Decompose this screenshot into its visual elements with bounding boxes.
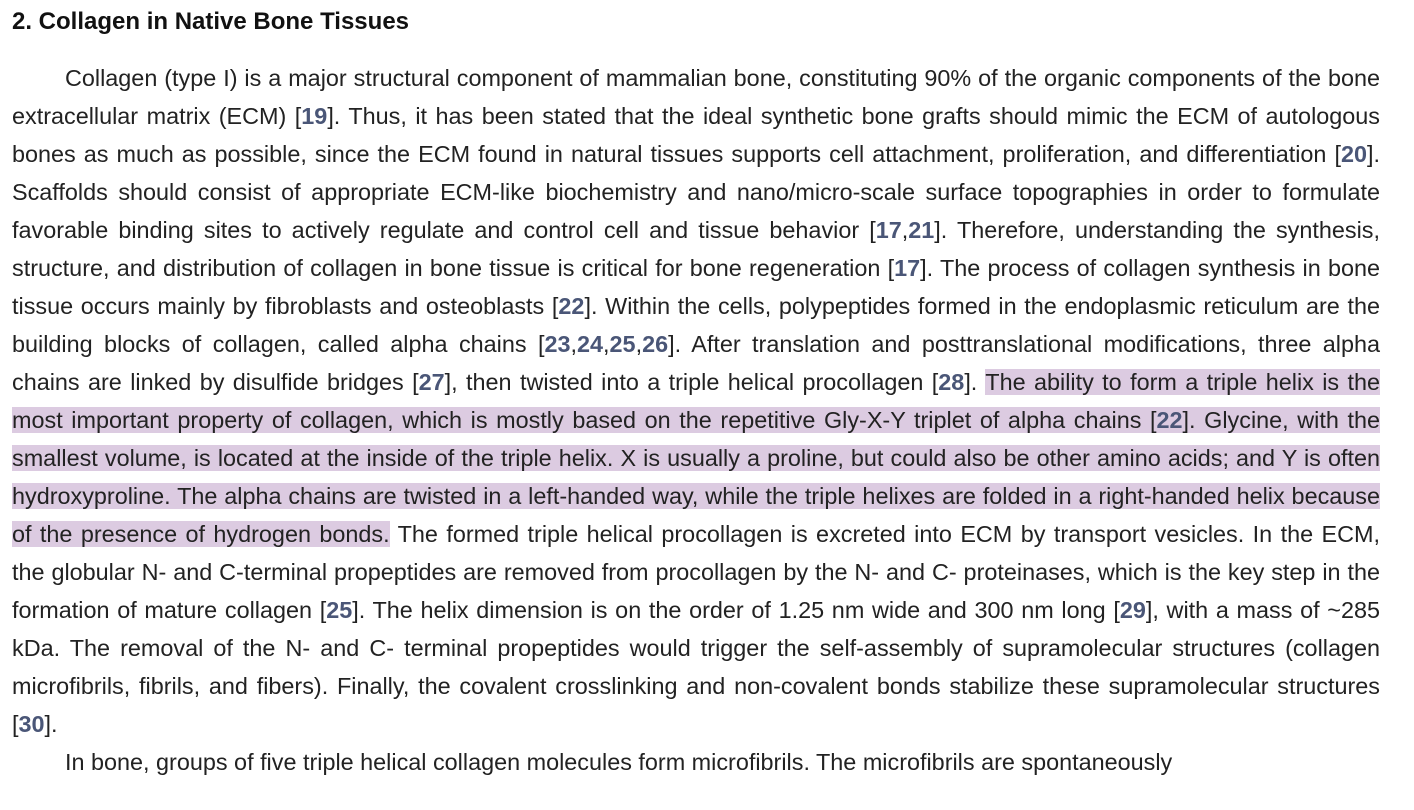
text-span: ]. The helix dimension is on the order of 1.25 nm wide and 300 nm long [ [352,597,1120,623]
citation-link[interactable]: 22 [1156,407,1183,433]
text-span: The ability to form a triple helix is the most important property of collagen, which is mostly based on the repetitive Gly-X-Y triplet of alpha chains [ [12,369,1381,433]
text-span: ], with a mass of ~285 kDa. The removal of the N- and C- terminal propeptides would trigger the self-assembly of supramolecular structures (collagen microfibrils, fibrils, and fibers). Finally, the covalent crosslinking and non-covalent bonds stabilize these supramolecular structures [ [12,597,1380,737]
citation-link[interactable]: 27 [418,369,445,395]
text-span: ]. Glycine, with the smallest volume, is located at the inside of the triple helix. X is usually a proline, but could also be other amino acids; and Y is often hydroxyproline. The alpha chains are twisted in a left-handed way, while the triple helixes are folded in a right-handed helix because of the presence of hydrogen bonds. [12,407,1380,547]
section-heading: 2. Collagen in Native Bone Tissues [12,8,410,35]
citation-link[interactable]: 25 [609,331,636,357]
citation-link[interactable]: 29 [1119,597,1146,623]
text-span: , [603,331,610,357]
paragraph [12,59,1380,743]
text-span: , [570,331,578,357]
citation-link[interactable]: 24 [577,331,604,357]
text-span: In bone, groups of five triple helical collagen molecules form microfibrils. The microfibrils are spontaneously [65,749,1173,775]
citation-link[interactable]: 19 [301,103,328,129]
text-span: ]. [44,711,58,737]
text-span: The formed triple helical procollagen is excreted into ECM by transport vesicles. In the ECM, the globular N- and C-terminal propeptides are removed from procollagen by the N- and C- proteinases, which is the key step in the formation of mature collagen [ [12,521,1380,623]
text-span: ]. Thus, it has been stated that the ideal synthetic bone grafts should mimic the ECM of autologous bones as much as possible, since the ECM found in natural tissues supports cell attachment, proliferation, and differentiation [ [12,103,1380,167]
citation-link[interactable]: 17 [875,217,902,243]
text-span: Collagen (type I) is a major structural component of mammalian bone, constituting 90% of the organic components of the bone extracellular matrix (ECM) [ [12,65,1380,129]
text-span: ]. Scaffolds should consist of appropriate ECM-like biochemistry and nano/micro-scale surface topographies in order to formulate favorable binding sites to actively regulate and control cell and tissue behavior [ [12,141,1380,243]
citation-link[interactable]: 17 [894,255,921,281]
text-span: , [635,331,643,357]
citation-link[interactable]: 30 [18,711,45,737]
citation-link[interactable]: 28 [938,369,965,395]
citation-link[interactable]: 25 [326,597,353,623]
text-span: ], then twisted into a triple helical procollagen [ [444,369,939,395]
article-section [12,0,1380,781]
citation-link[interactable]: 21 [908,217,935,243]
paragraph [12,743,1380,781]
citation-link[interactable]: 23 [544,331,571,357]
text-span: ]. [964,369,986,395]
citation-link[interactable]: 26 [642,331,669,357]
text-span: ]. The process of collagen synthesis in bone tissue occurs mainly by fibroblasts and osteoblasts [ [12,255,1380,319]
text-span: , [901,217,909,243]
text-span: ]. Therefore, understanding the synthesis, structure, and distribution of collagen in bone tissue is critical for bone regeneration [ [12,217,1380,281]
text-span: ]. After translation and posttranslational modifications, three alpha chains are linked by disulfide bridges [ [12,331,1380,395]
citation-link[interactable]: 20 [1340,141,1367,167]
text-span: ]. Within the cells, polypeptides formed in the endoplasmic reticulum are the building blocks of collagen, called alpha chains [ [12,293,1380,357]
citation-link[interactable]: 22 [558,293,585,319]
